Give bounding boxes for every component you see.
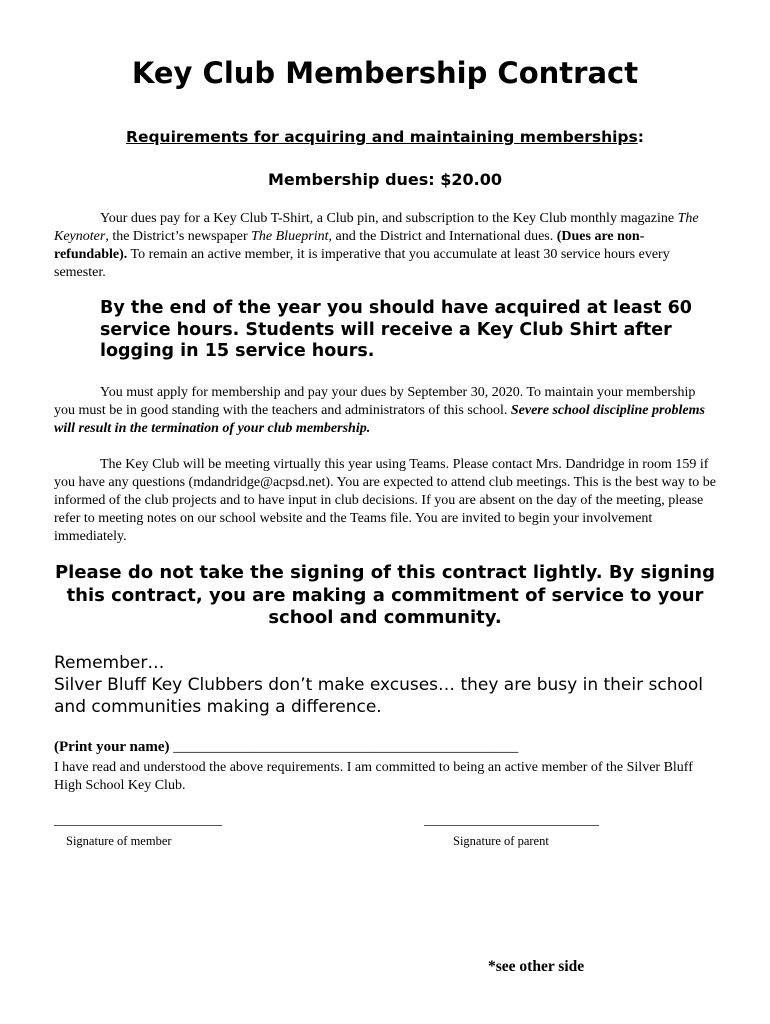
member-signature-line[interactable] [54,825,222,826]
commitment-notice: Please do not take the signing of this contract lightly. By signing this contract, you are making a commitment of service to your school and community. [54,562,716,628]
requirements-heading [0,128,770,146]
nonrefundable-note: (Dues are non-refundable). [54,229,645,262]
dues-text-3: , and the District and International dues. [328,229,557,244]
see-other-side-note: *see other side [488,958,585,975]
membership-dues: Membership dues: $20.00 [268,170,502,189]
parent-signature-label: Signature of parent [453,834,549,848]
dues-text-1: Your dues pay for a Key Club T-Shirt, a Club pin, and subscription to the Key Club monthly magazine [100,211,678,226]
membership-paragraph [54,384,716,438]
remember-block [54,652,734,718]
blueprint-title: The Blueprint [251,229,329,244]
meetings-text: The Key Club will be meeting virtually this year using Teams. Please contact Mrs. Dandridge in room 159 if you have any questions (mdandridge@acpsd.net). You are expected to attend club meetings. This is the best way to be informed of the club projects and to have input in club decisions. If you are absent on the day of the meeting, please refer to meeting notes on our school website and the Teams file. You are invited to begin your involvement immediately. [54,457,716,544]
print-name-field[interactable] [54,739,734,756]
remember-line-1: Remember… [54,653,165,673]
meetings-paragraph [54,456,716,546]
requirements-heading-colon: : [637,128,644,146]
acknowledgement-statement: I have read and understood the above requirements. I am committed to being an active member of the Silver Bluff High School Key Club. [54,760,693,793]
membership-text: You must apply for membership and pay your dues by September 30, 2020. To maintain your membership you must be in good standing with the teachers and administrators of this school. [54,385,696,418]
remember-line-2: Silver Bluff Key Clubbers don’t make excuses… they are busy in their school and communities making a difference. [54,675,704,717]
print-name-label: (Print your name) [54,739,170,755]
parent-signature-line[interactable] [424,825,599,826]
dues-text-2: , the District’s newspaper [105,229,252,244]
requirements-heading-text: Requirements for acquiring and maintaining memberships [126,128,638,146]
discipline-warning: Severe school discipline problems will result in the termination of your club membership. [54,403,705,436]
service-hours-notice: By the end of the year you should have acquired at least 60 service hours. Students will receive a Key Club Shirt after logging in 15 service hours. [100,298,692,361]
dues-paragraph [54,210,716,282]
dues-text-4: To remain an active member, it is imperative that you accumulate at least 30 service hours every semester. [54,247,670,280]
member-signature-label: Signature of member [66,834,172,848]
print-name-blank[interactable]: ______________________________________________ [169,739,519,755]
page-title: Key Club Membership Contract [131,56,639,90]
keynoter-title: The Keynoter [54,211,699,244]
